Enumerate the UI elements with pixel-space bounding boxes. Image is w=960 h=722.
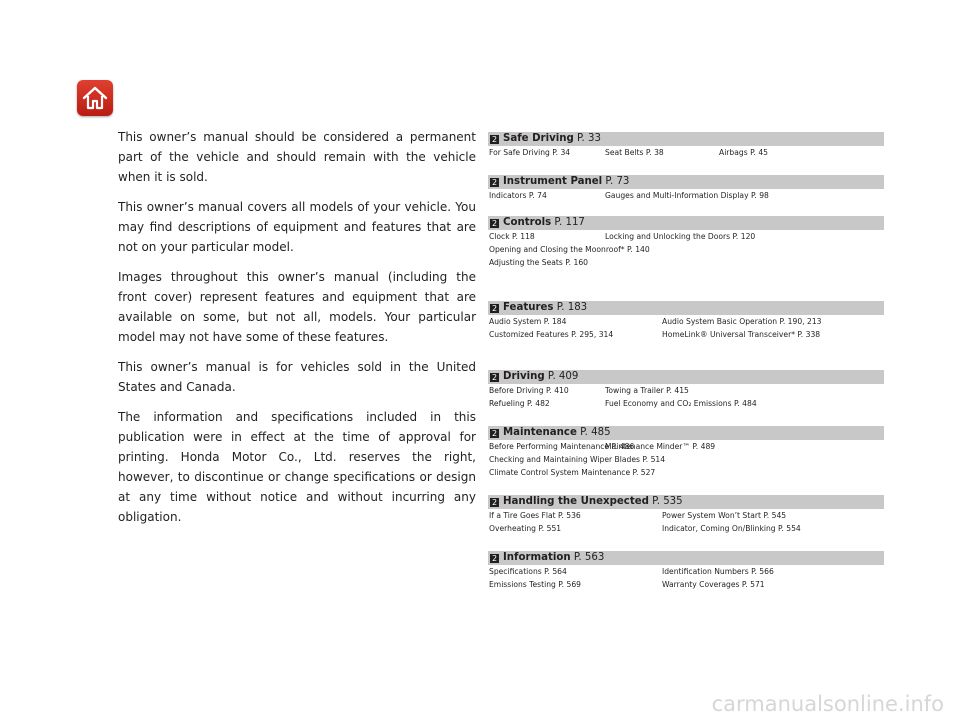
toc-row [488,256,884,269]
toc-row [488,453,884,466]
toc-section-page: P. 33 [573,133,601,144]
toc-row [488,146,884,159]
toc-section-page: P. 183 [553,302,588,313]
toc-section-link[interactable] [488,495,884,509]
watermark: carmanualsonline.info [711,692,944,716]
toc-row [488,440,884,453]
toc-section-link[interactable] [488,216,884,230]
arrow-icon: 2 [491,219,498,228]
toc-entry-link[interactable]: Gauges and Multi-Information Display P. 98 [605,191,769,200]
arrow-icon: 2 [491,373,498,382]
toc-row [488,189,884,202]
toc-entry-link[interactable]: Indicator, Coming On/Blinking P. 554 [662,524,801,533]
toc-row [488,578,884,591]
intro-paragraph: This owner’s manual is for vehicles sold in the United States and Canada. [118,360,476,394]
toc-section-link[interactable] [488,551,884,565]
toc-entry-link[interactable]: Emissions Testing P. 569 [489,580,581,589]
toc-section-title: Instrument Panel [503,176,603,187]
toc-section-title: Safe Driving [503,133,574,144]
toc-row [488,328,884,341]
toc-entry-link[interactable]: Adjusting the Seats P. 160 [489,258,588,267]
toc-section-title: Maintenance [503,427,577,438]
toc-entry-link[interactable]: Power System Won’t Start P. 545 [662,511,787,520]
toc-section-page: P. 485 [576,427,611,438]
toc-row [488,315,884,328]
toc-entry-link[interactable]: Towing a Trailer P. 415 [605,386,689,395]
toc-row [488,397,884,410]
toc-entry-link[interactable]: For Safe Driving P. 34 [489,148,571,157]
toc-section-link[interactable] [488,301,884,315]
toc-entry-link[interactable]: Specifications P. 564 [489,567,567,576]
arrow-icon: 2 [491,498,498,507]
toc-section-page: P. 117 [551,217,585,228]
toc-section-title: Controls [503,217,552,228]
toc-section [488,495,884,535]
toc-entry-link[interactable]: Refueling P. 482 [489,399,550,408]
toc-entry-link[interactable]: Locking and Unlocking the Doors P. 120 [605,232,756,241]
toc-section-title: Driving [503,371,545,382]
toc-section-title: Handling the Unexpected [503,496,649,507]
toc-entry-link[interactable]: Indicators P. 74 [489,191,547,200]
toc-section-page: P. 409 [544,371,579,382]
toc-entry-link[interactable]: HomeLink® Universal Transceiver* P. 338 [662,330,821,339]
toc-entry-link[interactable]: Climate Control System Maintenance P. 527 [489,468,656,477]
arrow-icon: 2 [491,178,498,187]
toc-entry-link[interactable]: Identification Numbers P. 566 [662,567,774,576]
toc-section [488,132,884,159]
toc-entry-link[interactable]: Airbags P. 45 [719,148,768,157]
toc-entry-link[interactable]: Overheating P. 551 [489,524,562,533]
toc-entry-link[interactable]: Warranty Coverages P. 571 [662,580,765,589]
intro-paragraph: This owner’s manual should be considered a permanent part of the vehicle and should remain with the vehicle when it is sold. [118,130,476,184]
toc-entry-link[interactable]: Opening and Closing the Moonroof* P. 140 [489,245,650,254]
toc-entry-link[interactable]: Audio System P. 184 [489,317,567,326]
toc-section [488,301,884,341]
toc-entry-link[interactable]: Seat Belts P. 38 [605,148,664,157]
toc-section [488,370,884,410]
toc-section-title: Features [503,302,554,313]
arrow-icon: 2 [491,304,498,313]
toc-row [488,565,884,578]
toc-row [488,522,884,535]
toc-entry-link[interactable]: If a Tire Goes Flat P. 536 [489,511,581,520]
toc-entry-link[interactable]: Fuel Economy and CO₂ Emissions P. 484 [605,399,757,408]
toc-row [488,384,884,397]
intro-paragraph: The information and specifications included in this publication were in effect at the time of approval for printing. Honda Motor Co., Ltd. reserves the right, however, to discontinue or change specifications or design at any time without notice and without incurring any obligation. [118,410,476,524]
home-icon [81,84,109,112]
intro-paragraph: This owner’s manual covers all models of your vehicle. You may find descriptions of equipment and features that are not on your particular model. [118,200,476,254]
toc-section [488,175,884,202]
intro-paragraph: Images throughout this owner’s manual (including the front cover) represent features and equipment that are available on some, but not all, models. Your particular model may not have some of these features. [118,270,476,344]
toc-section-link[interactable] [488,175,884,189]
intro-text [118,127,476,537]
toc-entry-link[interactable]: Customized Features P. 295, 314 [489,330,614,339]
arrow-icon: 2 [491,429,498,438]
toc-section-link[interactable] [488,426,884,440]
toc-section [488,216,884,269]
toc-entry-link[interactable]: Before Performing Maintenance P. 486 [489,442,635,451]
toc-section-page: P. 563 [570,552,605,563]
toc-section-page: P. 535 [648,496,683,507]
arrow-icon: 2 [491,135,498,144]
toc-section [488,426,884,479]
arrow-icon: 2 [491,554,498,563]
toc-row [488,230,884,243]
toc-section [488,551,884,591]
toc-row [488,466,884,479]
toc-entry-link[interactable]: Audio System Basic Operation P. 190, 213 [662,317,822,326]
toc-row [488,243,884,256]
toc-entry-link[interactable]: Checking and Maintaining Wiper Blades P. 514 [489,455,666,464]
toc-section-link[interactable] [488,370,884,384]
home-button[interactable] [77,80,113,116]
toc-row [488,509,884,522]
toc-section-title: Information [503,552,571,563]
toc-entry-link[interactable]: Before Driving P. 410 [489,386,569,395]
toc-section-link[interactable] [488,132,884,146]
toc-section-page: P. 73 [602,176,630,187]
toc-entry-link[interactable]: Maintenance Minder™ P. 489 [605,442,716,451]
toc-entry-link[interactable]: Clock P. 118 [489,232,535,241]
